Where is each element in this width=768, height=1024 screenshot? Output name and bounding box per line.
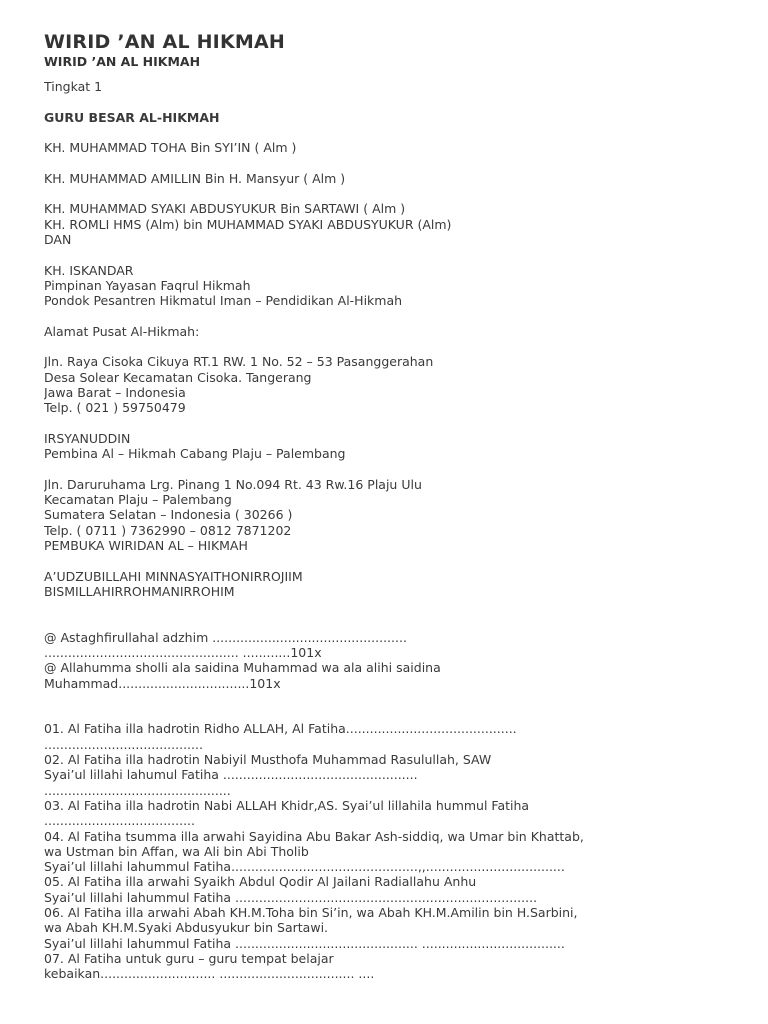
guru-heading: GURU BESAR AL-HIKMAH: [44, 109, 220, 125]
document-page: [44, 30, 744, 982]
guru-line: KH. MUHAMMAD TOHA Bin SYI’IN ( Alm ): [44, 140, 297, 156]
fatiha-line: 03. Al Fatiha illa hadrotin Nabi ALLAH Khidr,AS. Syai’ul lillahila hummul Fatiha: [44, 797, 530, 813]
alamat-label: Alamat Pusat Al-Hikmah:: [44, 323, 200, 339]
fatiha-line: Syai’ul lillahi lahummul Fatiha...............................................,,...................................: [44, 859, 565, 875]
fatiha-line: kebaikan............................. .................................. ....: [44, 966, 375, 982]
fatiha-line: wa Ustman bin Affan, wa Ali bin Abi Tholib: [44, 843, 309, 859]
dzikir-line: Muhammad.................................101x: [44, 675, 281, 691]
alamat-plaju-line: Jln. Daruruhama Lrg. Pinang 1 No.094 Rt. 43 Rw.16 Plaju Ulu: [44, 476, 422, 492]
fatiha-line: 01. Al Fatiha illa hadrotin Ridho ALLAH, Al Fatiha...........................................: [44, 721, 517, 737]
guru-line: KH. MUHAMMAD AMILLIN Bin H. Mansyur ( Alm ): [44, 170, 346, 186]
guru-line: KH. MUHAMMAD SYAKI ABDUSYUKUR Bin SARTAWI ( Alm ): [44, 201, 406, 217]
fatiha-line: Syai’ul lillahi lahummul Fatiha .............................................. ....................................: [44, 935, 565, 951]
irsyanuddin-line: Pembina Al – Hikmah Cabang Plaju – Palembang: [44, 446, 346, 462]
fatiha-line: 05. Al Fatiha illa arwahi Syaikh Abdul Qodir Al Jailani Radiallahu Anhu: [44, 874, 477, 890]
guru-line: KH. ROMLI HMS (Alm) bin MUHAMMAD SYAKI ABDUSYUKUR (Alm): [44, 216, 452, 232]
fatiha-line: 07. Al Fatiha untuk guru – guru tempat belajar: [44, 950, 334, 966]
iskandar-line: Pimpinan Yayasan Faqrul Hikmah: [44, 277, 251, 293]
fatiha-line: Syai’ul lillahi lahumul Fatiha .................................................: [44, 767, 418, 783]
fatiha-line: ........................................: [44, 736, 203, 752]
alamat-plaju-line: PEMBUKA WIRIDAN AL – HIKMAH: [44, 537, 248, 553]
document-title: WIRID ’AN AL HIKMAH: [44, 31, 285, 53]
alamat-plaju-line: Telp. ( 0711 ) 7362990 – 0812 7871202: [44, 522, 292, 538]
document-subtitle: WIRID ’AN AL HIKMAH: [44, 54, 201, 69]
alamat-pusat-line: Desa Solear Kecamatan Cisoka. Tangerang: [44, 369, 312, 385]
taawudz-line: BISMILLAHIRROHMANIRROHIM: [44, 583, 235, 599]
alamat-plaju-line: Kecamatan Plaju – Palembang: [44, 492, 232, 508]
fatiha-line: 04. Al Fatiha tsumma illa arwahi Sayidina Abu Bakar Ash-siddiq, wa Umar bin Khattab,: [44, 828, 584, 844]
fatiha-line: wa Abah KH.M.Syaki Abdusyukur bin Sartawi.: [44, 920, 329, 936]
dzikir-line: @ Astaghfirullahal adzhim .................................................: [44, 629, 407, 645]
fatiha-line: ...............................................: [44, 782, 231, 798]
alamat-plaju-line: Sumatera Selatan – Indonesia ( 30266 ): [44, 507, 293, 523]
fatiha-line: Syai’ul lillahi lahummul Fatiha ............................................................................: [44, 889, 538, 905]
guru-line: DAN: [44, 231, 72, 247]
alamat-pusat-line: Jln. Raya Cisoka Cikuya RT.1 RW. 1 No. 52 – 53 Pasanggerahan: [44, 354, 434, 370]
taawudz-line: A’UDZUBILLAHI MINNASYAITHONIRROJIIM: [44, 568, 303, 584]
fatiha-line: ......................................: [44, 813, 195, 829]
dzikir-line: ................................................. ............101x: [44, 644, 322, 660]
level-label: Tingkat 1: [44, 79, 103, 94]
alamat-pusat-line: Telp. ( 021 ) 59750479: [44, 400, 186, 416]
irsyanuddin-line: IRSYANUDDIN: [44, 430, 131, 446]
fatiha-line: 06. Al Fatiha illa arwahi Abah KH.M.Toha bin Si’in, wa Abah KH.M.Amilin bin H.Sarbini,: [44, 905, 578, 921]
fatiha-line: 02. Al Fatiha illa hadrotin Nabiyil Musthofa Muhammad Rasulullah, SAW: [44, 752, 492, 768]
alamat-pusat-line: Jawa Barat – Indonesia: [44, 384, 186, 400]
dzikir-line: @ Allahumma sholli ala saidina Muhammad wa ala alihi saidina: [44, 660, 441, 676]
iskandar-line: Pondok Pesantren Hikmatul Iman – Pendidikan Al-Hikmah: [44, 293, 403, 309]
iskandar-line: KH. ISKANDAR: [44, 262, 134, 278]
